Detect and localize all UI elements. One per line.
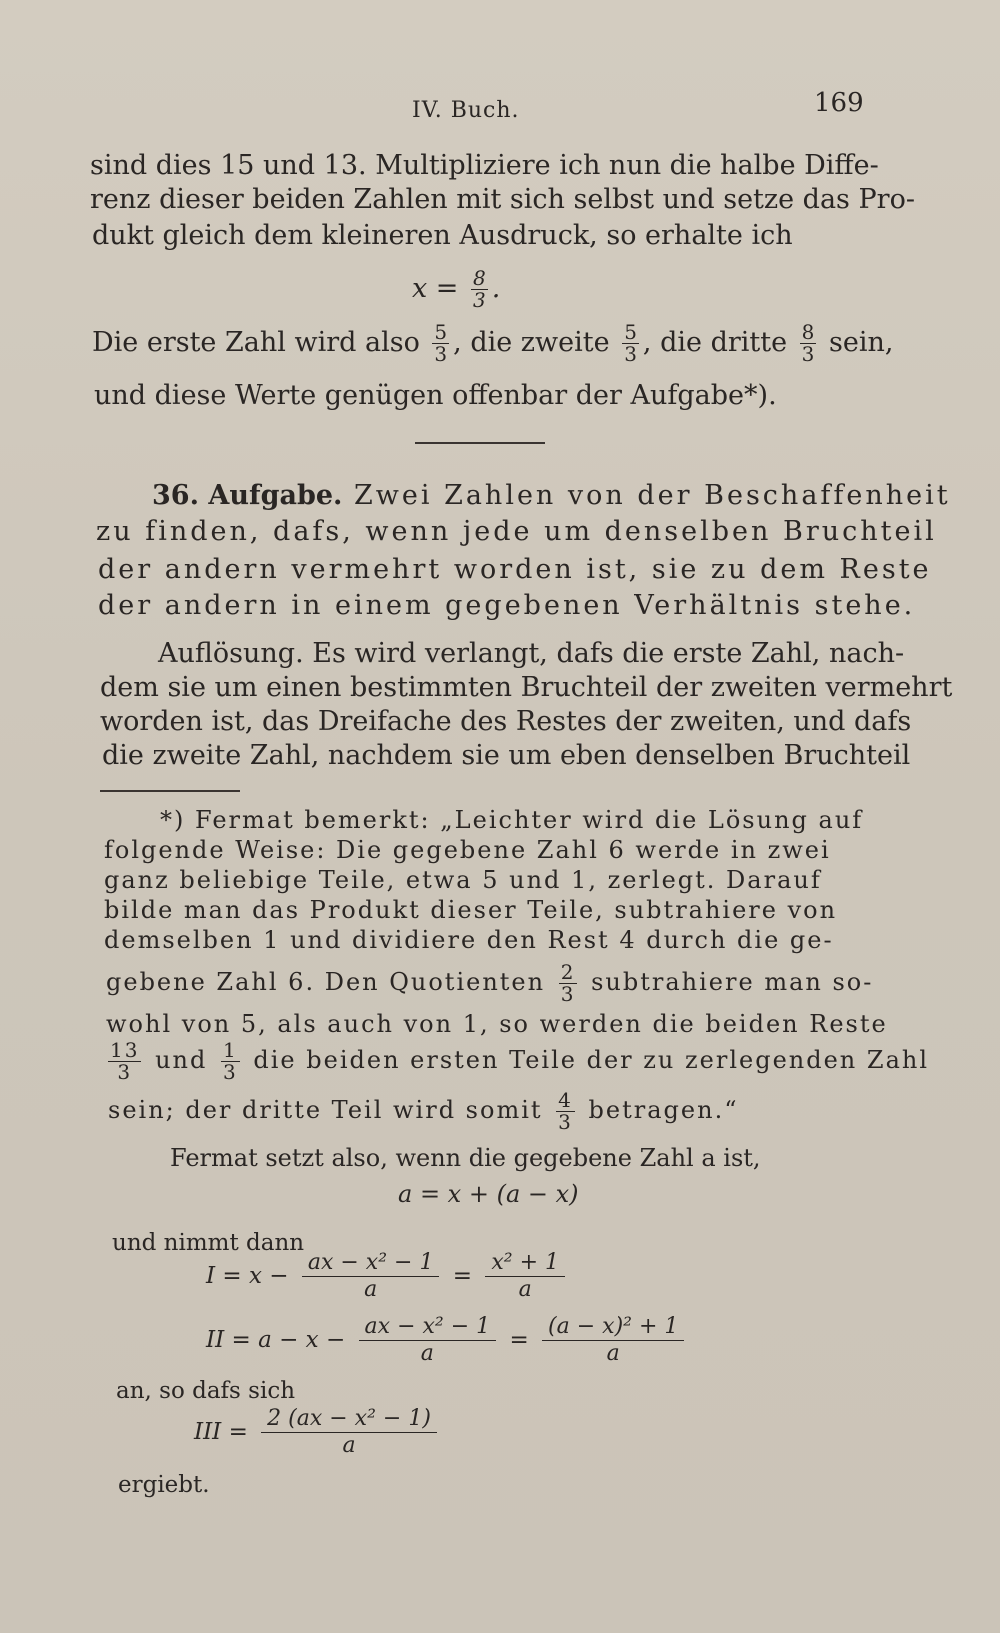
page-number: 169: [814, 88, 864, 118]
equation-III: [194, 1406, 443, 1460]
footnote-line: folgende Weise: Die gegebene Zahl 6 werde in zwei: [104, 836, 831, 864]
solution-label: Auflösung.: [158, 638, 304, 669]
numerator: 1: [223, 1038, 238, 1062]
text-line: Fermat setzt also, wenn die gegebene Zahl a ist,: [170, 1144, 761, 1172]
eq-lhs: II = a − x −: [206, 1326, 346, 1353]
equation-a: a = x + (a − x): [398, 1180, 579, 1208]
text: gebene Zahl 6. Den Quotienten: [106, 968, 546, 996]
text: Zwei Zahlen von der Beschaffenheit: [354, 480, 951, 511]
equals: =: [509, 1326, 529, 1353]
eq-end: .: [491, 273, 501, 304]
denominator: a: [420, 1341, 434, 1367]
numerator: ax − x² − 1: [302, 1250, 440, 1277]
denominator: 3: [560, 982, 576, 1006]
text-line: sind dies 15 und 13. Multipliziere ich nun die halbe Diffe-: [90, 150, 879, 181]
text: die beiden ersten Teile der zu zerlegenden Zahl: [253, 1046, 930, 1074]
text-line: worden ist, das Dreifache des Restes der zweiten, und dafs: [100, 706, 912, 737]
eq-lhs: x =: [412, 273, 459, 304]
denominator: 3: [801, 342, 815, 366]
numerator: 4: [558, 1088, 573, 1112]
denominator: 3: [223, 1060, 238, 1084]
text-line: renz dieser beiden Zahlen mit sich selbst und setze das Pro-: [90, 184, 915, 215]
eq-lhs: I = x −: [206, 1262, 289, 1289]
solution-line: [158, 640, 904, 667]
footnote-line: wohl von 5, als auch von 1, so werden die beiden Reste: [106, 1010, 888, 1038]
text-line: der andern in einem gegebenen Verhältnis stehe.: [98, 590, 916, 621]
text: , die zweite: [453, 327, 610, 358]
denominator: 3: [624, 342, 637, 366]
text-line: ergiebt.: [118, 1472, 210, 1498]
numerator: ax − x² − 1: [359, 1314, 497, 1341]
fraction: [261, 1406, 437, 1460]
text: betragen.“: [588, 1096, 739, 1124]
fraction: [432, 322, 449, 365]
text-line: dukt gleich dem kleineren Ausdruck, so erhalte ich: [92, 220, 793, 251]
section-divider: [415, 442, 545, 444]
text-line: [92, 322, 893, 365]
denominator: 3: [473, 288, 486, 312]
numerator: 5: [434, 320, 448, 344]
numerator: 8: [801, 320, 815, 344]
footnote-line: *) Fermat bemerkt: „Leichter wird die Lösung auf: [160, 806, 864, 834]
footnote-line: demselben 1 und dividiere den Rest 4 durch die ge-: [104, 926, 834, 954]
task-number: 36. Aufgabe.: [152, 480, 343, 511]
footnote-divider: [100, 790, 240, 792]
text: Es wird verlangt, dafs die erste Zahl, nach-: [312, 638, 905, 669]
text: und: [155, 1046, 208, 1074]
text: sein,: [829, 327, 894, 358]
denominator: 3: [434, 342, 448, 366]
text-line: zu finden, dafs, wenn jede um denselben Bruchteil: [96, 516, 937, 547]
equation-x: [412, 268, 500, 311]
footnote-line: [108, 1090, 738, 1133]
numerator: 8: [473, 266, 486, 290]
text: , die dritte: [642, 327, 788, 358]
fraction: [556, 1090, 575, 1133]
text-line: an, so dafs sich: [116, 1378, 296, 1404]
text-line: dem sie um einen bestimmten Bruchteil der zweiten vermehrt: [100, 672, 953, 703]
text-line: und nimmt dann: [112, 1230, 305, 1256]
fraction: [302, 1250, 440, 1304]
fraction: [471, 268, 488, 311]
equation-I: [206, 1250, 571, 1304]
text: sein; der dritte Teil wird somit: [108, 1096, 543, 1124]
fraction: [359, 1314, 497, 1368]
text-line: die zweite Zahl, nachdem sie um eben denselben Bruchteil: [102, 740, 911, 771]
running-head: IV. Buch.: [412, 98, 520, 123]
text: subtrahiere man so-: [591, 968, 874, 996]
footnote-line: ganz beliebige Teile, etwa 5 und 1, zerlegt. Darauf: [104, 866, 822, 894]
denominator: 3: [558, 1110, 573, 1134]
numerator: 2: [560, 960, 576, 984]
footnote-line: bilde man das Produkt dieser Teile, subtrahiere von: [104, 896, 838, 924]
denominator: a: [342, 1433, 356, 1459]
text-line: der andern vermehrt worden ist, sie zu dem Reste: [98, 554, 932, 585]
fraction: [221, 1040, 240, 1083]
numerator: 2 (ax − x² − 1): [261, 1406, 437, 1433]
numerator: (a − x)² + 1: [542, 1314, 684, 1341]
denominator: a: [606, 1341, 620, 1367]
numerator: 5: [624, 320, 637, 344]
equation-II: [206, 1314, 690, 1368]
fraction: [800, 322, 817, 365]
text-line: und diese Werte genügen offenbar der Aufgabe*).: [94, 380, 777, 411]
numerator: x² + 1: [485, 1250, 565, 1277]
footnote-line: [104, 1040, 929, 1083]
fraction: [542, 1314, 684, 1368]
fraction: [622, 322, 639, 365]
task-heading-line: [152, 482, 951, 509]
text: Die erste Zahl wird also: [92, 327, 420, 358]
denominator: a: [364, 1277, 378, 1303]
denominator: a: [518, 1277, 532, 1303]
equals: =: [452, 1262, 473, 1289]
footnote-line: [106, 962, 873, 1005]
fraction: [108, 1040, 141, 1083]
eq-lhs: III =: [194, 1418, 248, 1445]
fraction: [485, 1250, 565, 1304]
numerator: 13: [110, 1038, 140, 1062]
fraction: [559, 962, 578, 1005]
denominator: 3: [117, 1060, 133, 1084]
